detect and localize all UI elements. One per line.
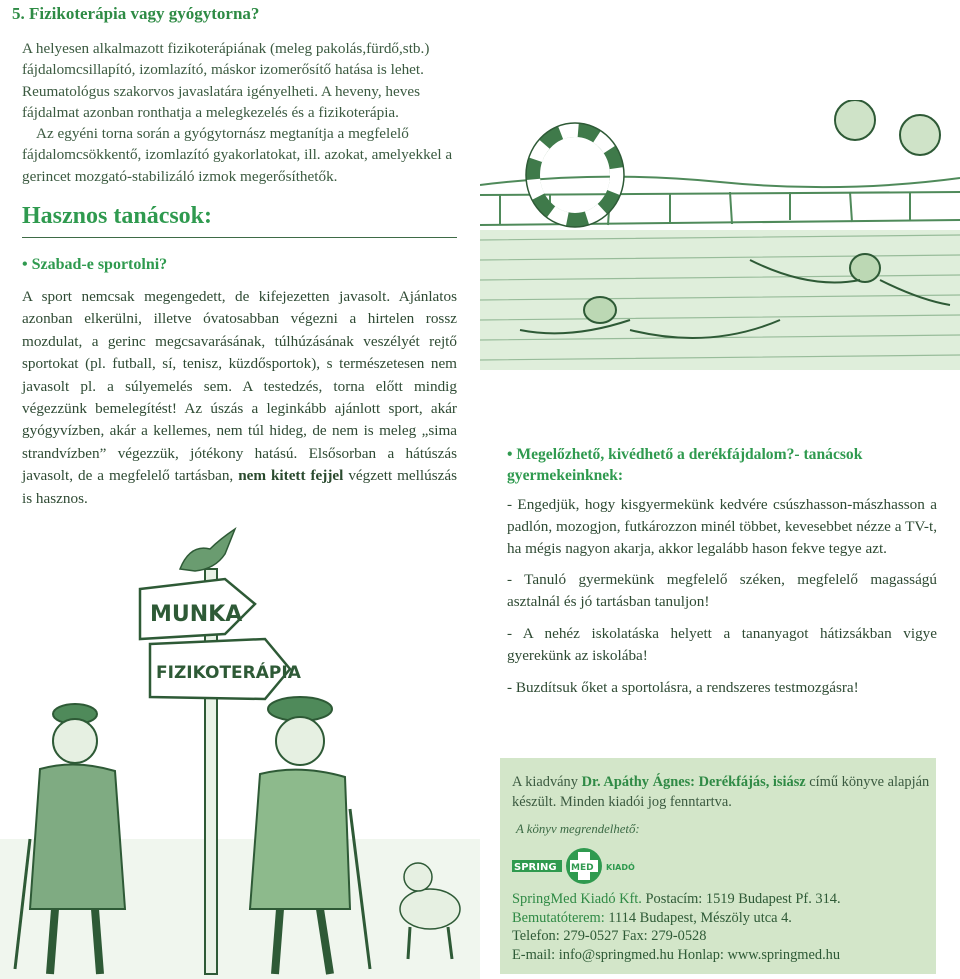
credit-lead: A kiadvány — [512, 774, 578, 790]
order-label: A könyv megrendelhető: — [516, 822, 640, 836]
tip-item: - Engedjük, hogy kisgyermekünk kedvére csúszhasson-mászhasson a padlón, mozogjon, futkározzon minél többet, kevesebbet nézze a TV-t, ha mégis nagyon akarja, akkor legalább hason fekve tegye azt. — [507, 496, 937, 557]
publisher-credit — [512, 772, 932, 812]
contact-showroom-label: Bemutatóterem: — [512, 909, 605, 926]
sport-text-part1: A sport nemcsak megengedett, de kifejezetten javasolt. Ajánlatos azonban elkerülni, illetve óvatosabban végezni a hirtelen rossz mozdulat, a gerinc megcsavarásának, túlhúzásának veszélyét rejtő sportokat (pl. futball, sí, tenisz, küzdősportok), s természetesen nem javasolt pl. a súlyemelés sem. A testedzés, torna előtt mindig végezzünk bemelegítést! Az úszás a leginkább ajánlott sport, akár gyógyvízben, akár a kellemes, nem túl hideg, de nem is meleg „sima strandvízben” végezzük, jótékony hatású. Elsősorban a hátúszás javasolt, de a megfelelő tartásban, — [22, 288, 457, 485]
swimming-illustration — [480, 100, 960, 370]
intro-text — [22, 38, 462, 187]
contact-postal: Postacím: 1519 Budapest Pf. 314. — [645, 891, 841, 907]
life-ring-icon — [526, 123, 624, 227]
sign-fizikoterapia-label: FIZIKOTERÁPIA — [156, 663, 301, 683]
section-title: 5. Fizikoterápia vagy gyógytorna? — [12, 4, 260, 23]
tip-item: - A nehéz iskolatáska helyett a tananyagot hátizsákban vigye gyerekünk az iskolába! — [507, 624, 937, 664]
springmed-logo — [512, 846, 662, 891]
tip-item: - Buzdítsuk őket a sportolásra, a rendszeres testmozgásra! — [507, 678, 859, 696]
sport-text-bold: nem kitett fejjel — [238, 467, 344, 485]
intro-paragraph-1: A helyesen alkalmazott fizikoterápiának (meleg pakolás,fürdő,stb.) fájdalomcsillapító, izomlazító, máskor izomerősítő hatása is lehet. Reumatológus szakorvos javaslatára igényelheti. A heveny, heves fájdalmat azonban ronthatja a melegkezelés és a fizikoterápia. — [22, 40, 430, 121]
sign-munka-label: MUNKA — [150, 602, 243, 627]
heading-divider — [22, 237, 457, 238]
contact-line-2 — [512, 909, 841, 928]
sign-munka — [140, 579, 255, 639]
contact-line-1 — [512, 890, 841, 909]
sport-text-part2: végzett mellúszás is hasznos. — [22, 467, 458, 507]
sign-fizikoterapia — [150, 639, 302, 699]
signpost-illustration — [0, 509, 480, 979]
tip-item: - Tanuló gyermekünk megfelelő széken, megfelelő magasságú asztalnál és jó tartásban tanuljon! — [507, 571, 937, 611]
contact-web: E-mail: info@springmed.hu Honlap: www.springmed.hu — [512, 946, 841, 963]
logo-left-text: SPRING — [514, 862, 557, 873]
tips-heading: Hasznos tanácsok: — [22, 203, 213, 229]
children-question: • Megelőzhető, kivédhető a derékfájdalom?- tanácsok gyermekeinknek: — [507, 446, 863, 484]
contact-showroom: 1114 Budapest, Mészöly utca 4. — [608, 909, 792, 926]
credit-book: Dr. Apáthy Ágnes: Derékfájás, isiász — [581, 774, 806, 790]
contact-phone: Telefon: 279-0527 Fax: 279-0528 — [512, 928, 707, 945]
children-tips — [507, 494, 937, 708]
credit-rest: című könyve alapján készült. Minden kiadói jog fenntartva. — [512, 774, 930, 810]
sport-text — [22, 286, 457, 510]
contact-company: SpringMed Kiadó Kft. — [512, 891, 642, 907]
logo-mid-text: MED — [571, 863, 594, 873]
logo-right-text: KIADÓ — [606, 863, 635, 872]
intro-paragraph-2: Az egyéni torna során a gyógytornász megtanítja a megfelelő fájdalomcsökkentő, izomlazító gyakorlatokat, ill. azokat, amelyekkel a gerincet mozgató-stabilizáló izmok megerősíthetők. — [22, 125, 453, 185]
contact-info — [512, 890, 841, 964]
sport-question: • Szabad-e sportolni? — [22, 256, 168, 273]
